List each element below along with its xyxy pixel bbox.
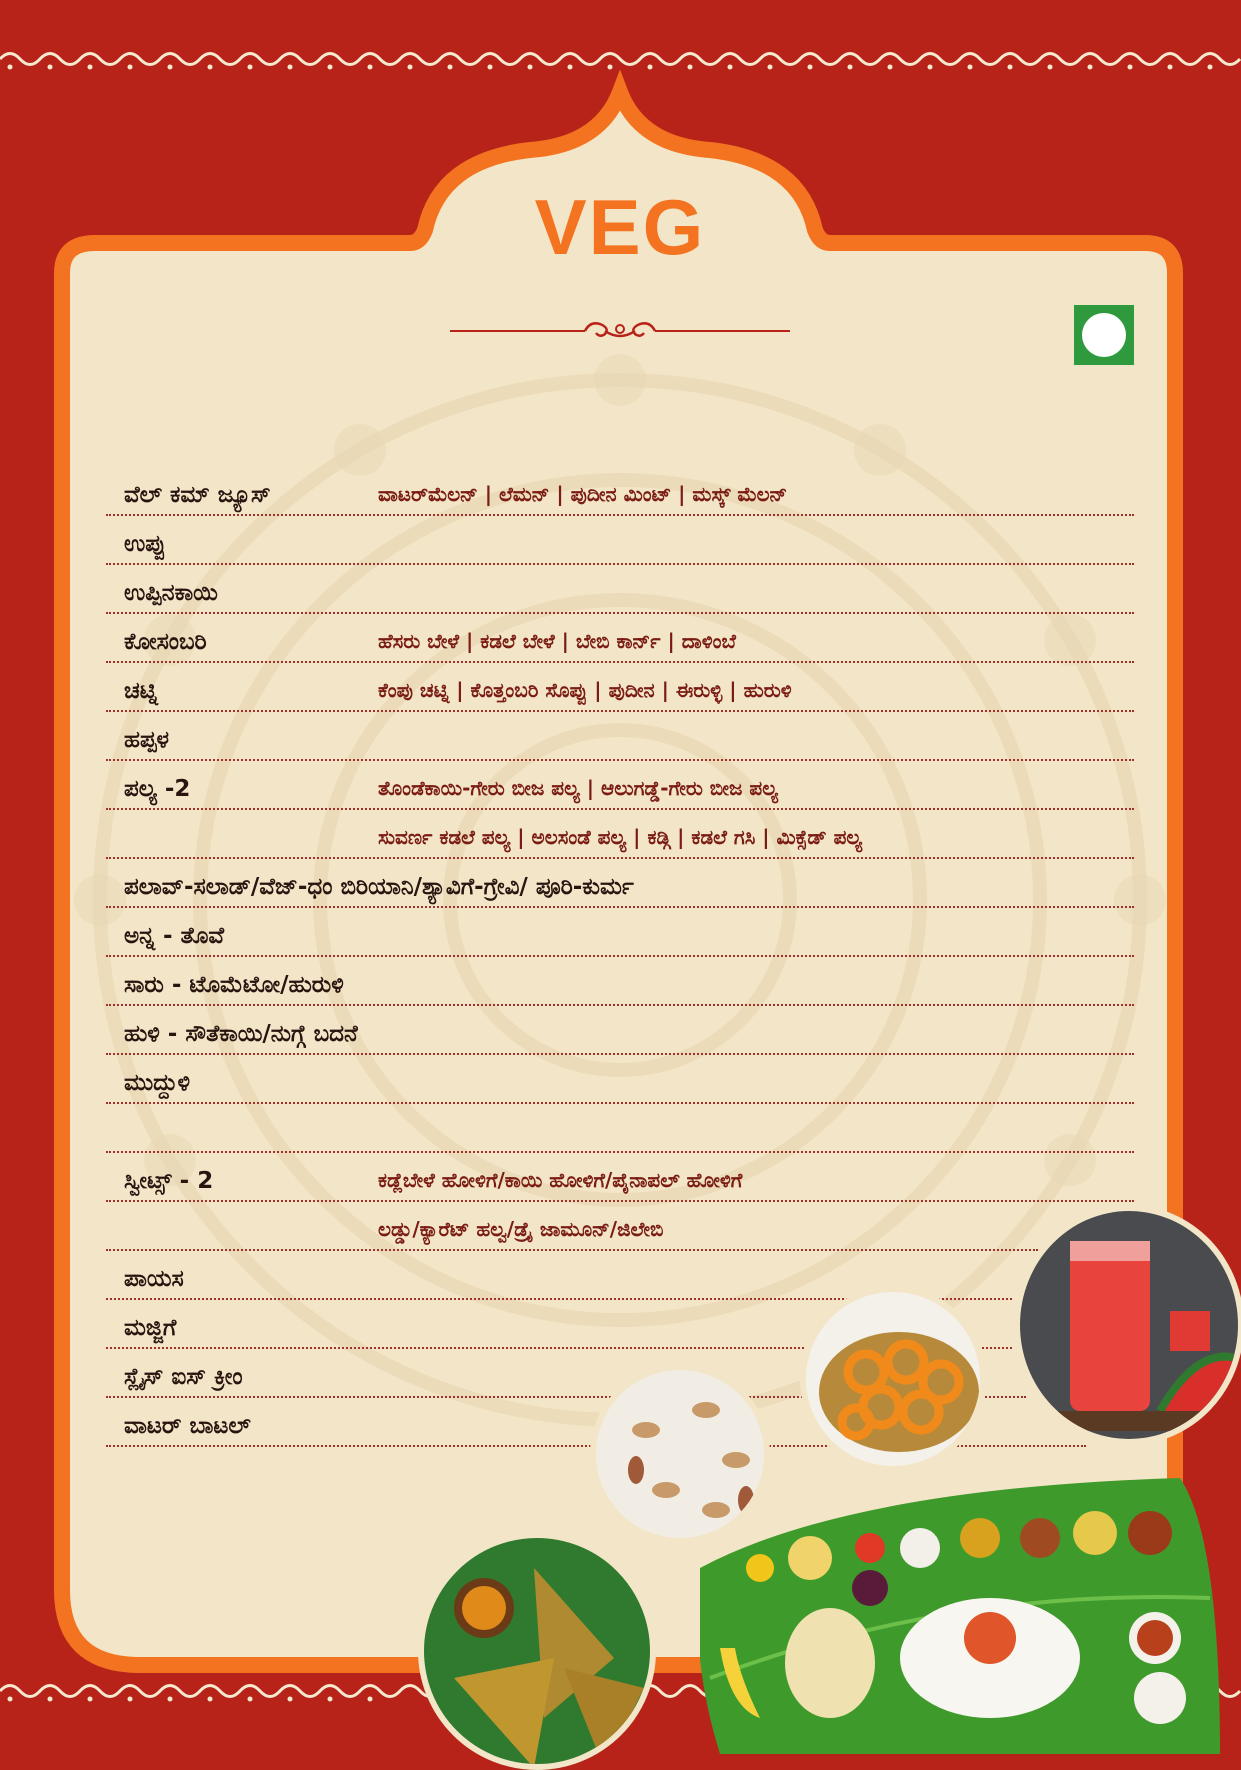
menu-row (106, 466, 1134, 516)
menu-row-label: ಪಾಯಸ (124, 1266, 184, 1292)
menu-row (106, 907, 1134, 957)
menu-row-label: ವಾಟರ್ ಬಾಟಲ್ (124, 1413, 251, 1439)
watermelon-juice-photo (1014, 1205, 1241, 1445)
menu-row-label: ಸಾರು - ಟೊಮೆಟೋ/ಹುರುಳಿ (124, 972, 344, 998)
menu-row (106, 1054, 1134, 1104)
menu-row-items: ಲಡ್ಡು/ಕ್ಯಾರೆಟ್ ಹಲ್ವ/ಡ್ರೈ ಜಾಮೂನ್/ಜಿಲೇಬಿ (378, 1217, 664, 1241)
menu-row-label: ಉಪ್ಪಿನಕಾಯಿ (124, 580, 218, 606)
menu-row-label: ಕೋಸಂಬರಿ (124, 629, 207, 655)
menu-row (106, 1103, 1134, 1153)
menu-row-items: ವಾಟರ್‌ಮೆಲನ್ | ಲೆಮನ್ | ಪುದೀನ ಮಿಂಟ್ | ಮಸ್ಕ್ ಮೆಲನ್ (378, 482, 788, 506)
menu-row-items: ಹೆಸರು ಬೇಳೆ | ಕಡಲೆ ಬೇಳೆ | ಬೇಬಿ ಕಾರ್ನ್ | ದಾಳಿಂಬೆ (378, 629, 736, 653)
menu-row-label: ವೆಲ್ ಕಮ್ ಜ್ಯೂಸ್ (124, 482, 271, 508)
menu-row (106, 515, 1134, 565)
menu-row (106, 613, 1134, 663)
holige-photo (418, 1532, 656, 1770)
menu-row (106, 564, 1134, 614)
menu-row-items: ತೊಂಡೆಕಾಯಿ-ಗೇರು ಬೀಜ ಪಲ್ಯ | ಆಲುಗಡ್ಡೆ-ಗೇರು ಬೀಜ ಪಲ್ಯ (378, 776, 778, 800)
veg-symbol-dot (1082, 313, 1126, 357)
menu-row (106, 1152, 1134, 1202)
menu-row-label: ಪಲಾವ್-ಸಲಾಡ್/ವೆಜ್-ಧಂ ಬಿರಿಯಾನಿ/ಶ್ಯಾವಿಗೆ-ಗ್ರೇವಿ/ ಪೂರಿ-ಕುರ್ಮ (124, 874, 634, 900)
menu-row-items: ಕೆಂಪು ಚಟ್ನಿ | ಕೊತ್ತಂಬರಿ ಸೊಪ್ಪು | ಪುದೀನ | ಈರುಳ್ಳಿ | ಹುರುಳಿ (378, 678, 792, 702)
menu-row (106, 1005, 1134, 1055)
menu-row-label: ಮಜ್ಜಿಗೆ (124, 1315, 177, 1341)
menu-row-label: ಮುದ್ದುಳಿ (124, 1070, 190, 1096)
menu-row (106, 1201, 1038, 1251)
menu-row-items: ಸುವರ್ಣ ಕಡಲೆ ಪಲ್ಯ | ಅಲಸಂಡೆ ಪಲ್ಯ | ಕಡ್ಗಿ | ಕಡಲೆ ಗಸಿ | ಮಿಕ್ಸೆಡ್ ಪಲ್ಯ (378, 825, 863, 849)
menu-row (106, 809, 1134, 859)
ornamental-divider-icon (450, 316, 790, 346)
menu-row-label: ಚಟ್ನಿ (124, 678, 158, 704)
menu-row-label: ಹಪ್ಪಳ (124, 727, 169, 753)
menu-row (106, 711, 1134, 761)
banana-leaf-meal-photo (700, 1478, 1220, 1754)
veg-symbol-icon (1074, 305, 1134, 365)
menu-row (106, 858, 1134, 908)
page-title: VEG (534, 183, 706, 271)
menu-row-label: ಹುಳಿ - ಸೌತೆಕಾಯಿ/ನುಗ್ಗೆ ಬದನೆ (124, 1021, 358, 1047)
menu-row-label: ಪಲ್ಯ -2 (124, 776, 191, 802)
menu-row-items: ಕಡ್ಲೆಬೇಳೆ ಹೋಳಿಗೆ/ಕಾಯಿ ಹೋಳಿಗೆ/ಪೈನಾಪಲ್ ಹೋಳಿಗೆ (378, 1168, 743, 1192)
menu-row-label: ಸ್ಲೈಸ್ ಐಸ್ ಕ್ರೀಂ (124, 1364, 243, 1390)
menu-row-label: ಸ್ವೀಟ್ಸ್ - 2 (124, 1168, 214, 1194)
menu-row-label: ಅನ್ನ - ತೊವೆ (124, 923, 225, 949)
menu-row (106, 956, 1134, 1006)
menu-row-label: ಉಪ್ಪು (124, 531, 166, 557)
menu-row (106, 662, 1134, 712)
menu-row (106, 760, 1134, 810)
jalebi-photo (800, 1286, 986, 1472)
